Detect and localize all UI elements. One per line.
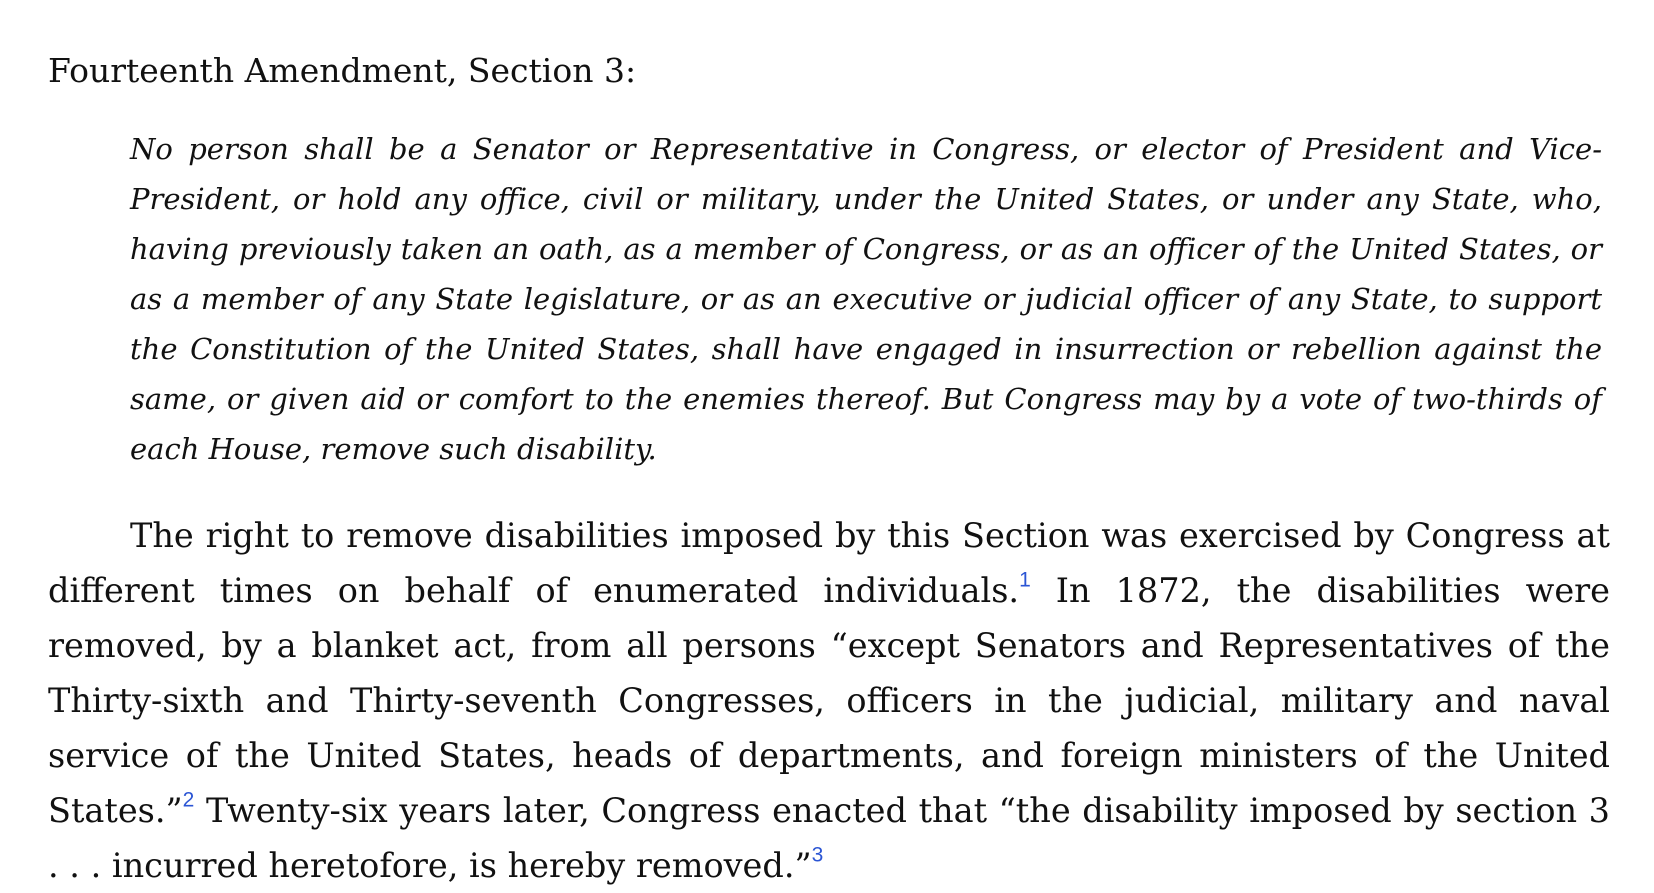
paragraph-text-3: Twenty-six years later, Congress enacted that “the disability imposed by section 3 . . . incurred heretofore, is hereby removed.”	[48, 791, 1610, 885]
amendment-quote: No person shall be a Senator or Representative in Congress, or elector of President and Vice-President, or hold any office, civil or military, under the United States, or under any State, who, having previously taken an oath, as a member of Congress, or as an officer of the United States, or as a member of any State legislature, or as an executive or judicial officer of any State, to support the Constitution of the United States, shall have engaged in insurrection or rebellion against the same, or given aid or comfort to the enemies thereof. But Congress may by a vote of two-thirds of each House, remove such disability.	[130, 132, 1602, 466]
paragraph-text-2: In 1872, the disabilities were removed, by a blanket act, from all persons “except Senators and Representatives of the Thirty-sixth and Thirty-seventh Congresses, officers in the judicial, military and naval service of the United States, heads of departments, and foreign ministers of the United States.”	[48, 571, 1610, 830]
footnote-link-1[interactable]: 1	[1019, 568, 1031, 592]
body-paragraph	[48, 508, 1610, 893]
footnote-link-3[interactable]: 3	[811, 843, 824, 867]
section-heading: Fourteenth Amendment, Section 3:	[48, 51, 637, 90]
document-page	[48, 48, 1610, 893]
footnote-link-2[interactable]: 2	[182, 788, 195, 812]
paragraph-text-1: The right to remove disabilities imposed by this Section was exercised by Congress at different times on behalf of enumerated individuals.	[48, 516, 1610, 610]
